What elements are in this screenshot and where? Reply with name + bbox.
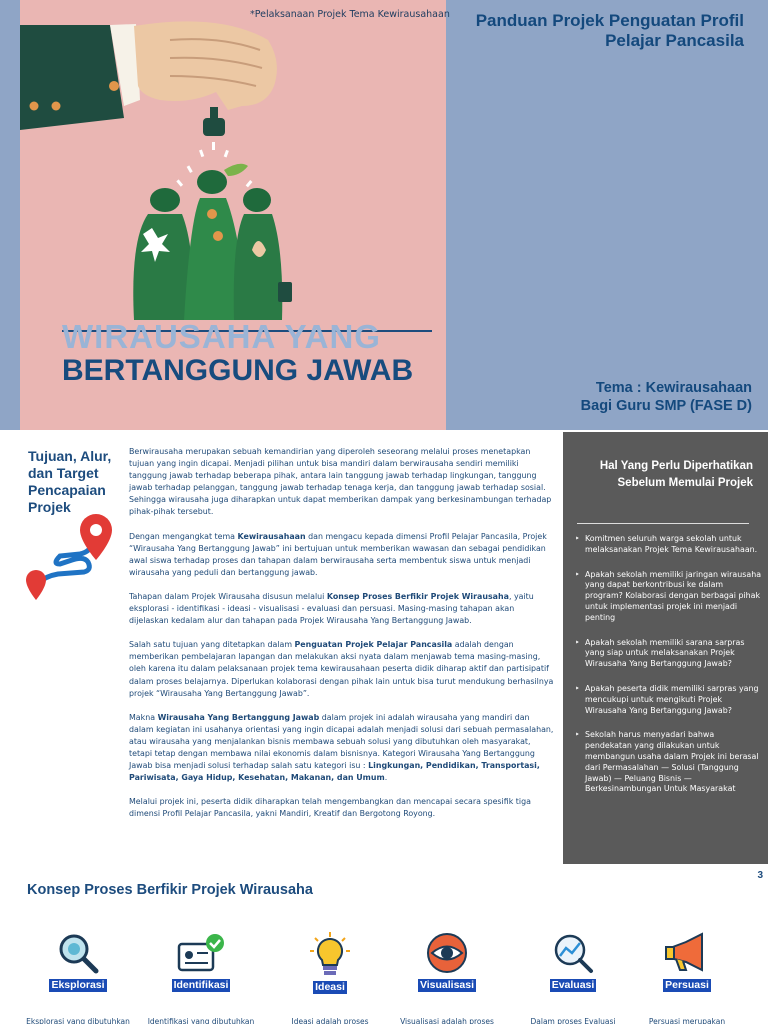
concept-title: Konsep Proses Berfikir Projek Wirausaha [27,882,313,898]
sidebar-list [575,534,763,809]
stage-ideasi [270,932,390,995]
page-number: 3 [757,870,763,881]
stage-label: Identifikasi [173,979,229,991]
stage-label: Eksplorasi [51,979,105,991]
cover-title-line1: WIRAUSAHA YANG [62,318,381,355]
page-2 [0,430,768,864]
stage-label: Ideasi [315,981,345,993]
list-item: ‣ Komitmen seluruh warga sekolah untuk melaksanakan Projek Tema Kewirausahaan. [575,534,763,556]
stage-evaluasi [513,932,633,993]
section-title: Tujuan, Alur, dan Target Pencapaian Projek [28,448,112,515]
list-item: ‣ Apakah peserta didik memiliki sarpras yang mencukupi untuk mengikuti Projek Wirausaha Yang Bertanggung Jawab? [575,684,763,716]
audience-label: Bagi Guru SMP (FASE D) [580,398,752,414]
stage-desc: Identifikasi yang dibutuhkan [147,1017,255,1024]
lightbulb-icon [309,932,351,976]
stage-visualisasi [387,932,507,993]
stage-desc: Eksplorasi yang dibutuhkan [26,1017,130,1024]
chart-magnifier-icon [552,932,594,974]
magnifier-icon [57,932,99,974]
stage-label: Evaluasi [551,979,595,991]
id-card-check-icon [175,932,227,974]
paragraph-6: Melalui projek ini, peserta didik diharapkan telah mengembangkan dan mencapai secara spesifik tiga dimensi Profil Pelajar Pancasila, yakni Mandiri, Kreatif dan Bergotong Royong. [129,797,531,819]
cover-note: *Pelaksanaan Projek Tema Kewirausahaan [250,9,450,20]
theme-block [581,379,752,415]
cover [0,0,768,430]
paragraph-4: Salah satu tujuan yang ditetapkan dalam Penguatan Projek Pelajar Pancasila adalah dengan memberikan pembelajaran lapangan dan melakukan aksi nyata dalam menjawab tema masing-masing, oleh karena itu dalam pelaksanaan projek tema kewirausahaan peserta didik diharap aktif dan partisipatif dalam proses belajarnya. Diperlukan kolaborasi dengan pihak lain untuk bisa turut mendukung berhasilnya projek “Wirausaha Yang Bertanggung Jawab”. [129,640,554,698]
list-item: ‣ Apakah sekolah memiliki jaringan wirausaha yang dapat berkontribusi ke dalam program? Kolaborasi dengan berbagai pihak untuk implementasi projek ini menjadi penting [575,570,763,624]
sidebar-title: Hal Yang Perlu Diperhatikan Sebelum Memulai Projek [599,460,753,489]
stage-identifikasi [141,932,261,993]
theme-label: Tema : Kewirausahaan [595,380,752,396]
list-item: ‣ Sekolah harus menyadari bahwa pendekatan yang dilakukan untuk membangun usaha dalam Projek ini berasal dari Permasalahan — Solusi (Tanggung Jawab) — Peluang Bisnis — Berkesinambungan Untuk Masyarakat [575,730,763,795]
sidebar-divider [577,523,749,524]
eye-icon [426,932,468,974]
paragraph-3: Tahapan dalam Projek Wirausaha disusun melalui Konsep Proses Berfikir Projek Wirausaha, yaitu eksplorasi - identifikasi - ideasi - visualisasi - evaluasi dan persuasi. Masing-masing tahapan akan dijelaskan kedalam alur dan tahapan pada Projek Wirausaha Yang Bertanggung Jawab. [129,591,534,626]
page-3 [0,864,768,1024]
checklist-sidebar [563,432,768,864]
stage-desc: Persuasi merupakan [648,1017,726,1024]
paragraph-1: Berwirausaha merupakan sebuah kemandirian yang diperoleh seseorang melalui proses menetapkan tujuan yang ingin dicapai. Menjadi pilihan untuk bisa mandiri dalam berwirausaha sendiri memiliki tanggung jawab terhadap beberapa pihak, antara lain tanggung jawab terhadap lingkungan, tanggung jawab terhadap pelanggan, tanggung jawab terhadap tenaga kerja, dan tanggung jawab terhadap sosial. Sehingga wirausaha juga diharapkan untuk dapat memberikan dampak yang berkesinambungan terhadap pihak-pihak tersebut. [129,447,552,517]
body-text [129,446,554,832]
megaphone-icon [664,932,710,974]
route-pin-icon [24,512,120,606]
list-item: ‣ Apakah sekolah memiliki sarana sarpras yang siap untuk melaksanakan Projek Wirausaha Yang Bertanggung Jawab? [575,638,763,670]
stage-label: Persuasi [665,979,709,991]
stage-desc: Dalam proses Evaluasi [530,1017,616,1024]
cover-title-line2: BERTANGGUNG JAWAB [62,354,414,387]
stage-persuasi [627,932,747,993]
paragraph-5: Makna Wirausaha Yang Bertanggung Jawab dalam projek ini adalah wirausaha yang mandiri dan dalam kegiatan ini usahanya orientasi yang ingin dicapai adalah menjadi solusi dari sebuah permasalahan, atau wirausaha yang menjalankan bisnis membawa sebuah solusi yang dibutuhkan oleh masyarakat, tetapi tetap dengan membawa nilai ekonomis dalam bisnisnya. Kategori Wirausaha Yang Bertanggung Jawab bisa menjadi solusi terhadap salah satu kategori isu : Lingkungan, Pendidikan, Transportasi, Pariwisata, Gaya Hidup, Kesehatan, Makanan, dan Umum. [129,712,554,783]
paragraph-2: Dengan mengangkat tema Kewirausahaan dan mengacu kepada dimensi Profil Pelajar Pancasila, Projek “Wirausaha Yang Bertanggung Jawab” ini bertujuan untuk memberikan wawasan dan sebagai pendidikan awal siswa terhadap proses dan tahapan dalam berwirausaha serta membentuk siswa untuk menjadi wirausaha yang peduli dan bertanggung jawab. [129,531,547,577]
stage-desc: Ideasi adalah proses [291,1017,369,1024]
stage-label: Visualisasi [419,979,475,991]
stage-eksplorasi [18,932,138,993]
guide-title: Panduan Projek Penguatan Profil Pelajar Pancasila [475,11,744,50]
stage-desc: Visualisasi adalah proses [400,1017,494,1024]
